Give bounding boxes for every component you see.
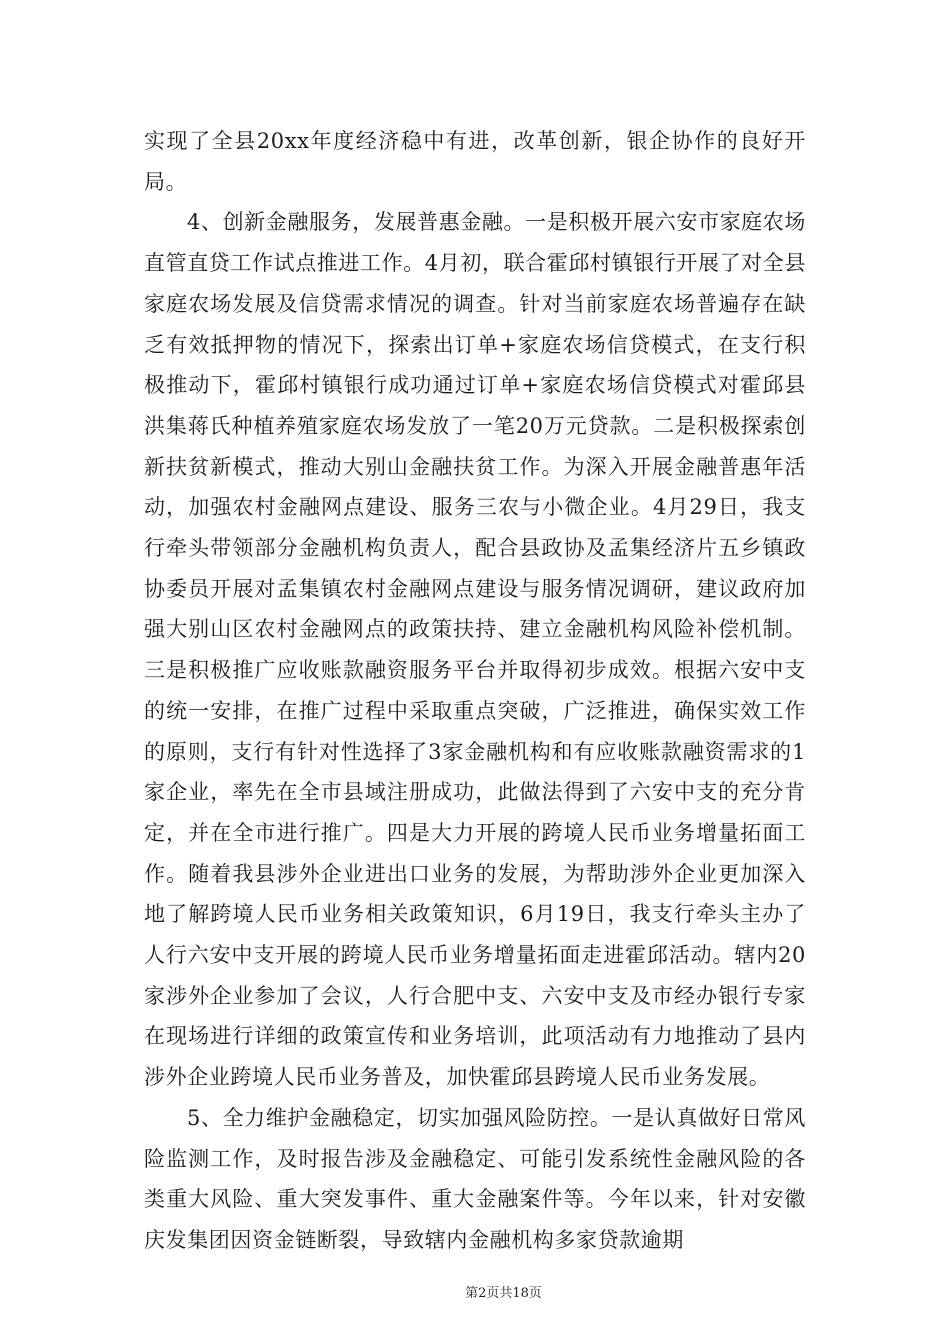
paragraph-continuation: 实现了全县20xx年度经济稳中有进，改革创新，银企协作的良好开局。 — [144, 129, 806, 194]
paragraph-section-4: 4、创新金融服务，发展普惠金融。一是积极开展六安市家庭农场直管直贷工作试点推进工作。4月初，联合霍邱村镇银行开展了对全县家庭农场发展及信贷需求情况的调查。针对当前家庭农场普遍存在缺乏有效抵押物的情况下，探索出订单+家庭农场信贷模式，在支行积极推动下，霍邱村镇银行成功通过订单+家庭农场信贷模式对霍邱县洪集蒋氏种植养殖家庭农场发放了一笔20万元贷款。二是积极探索创新扶贫新模式，推动大别山金融扶贫工作。为深入开展金融普惠年活动，加强农村金融网点建设、服务三农与小微企业。4月29日，我支行牵头带领部分金融机构负责人，配合县政协及孟集经济片五乡镇政协委员开展对孟集镇农村金融网点建设与服务情况调研，建议政府加强大别山区农村金融网点的政策扶持、建立金融机构风险补偿机制。三是积极推广应收账款融资服务平台并取得初步成效。根据六安中支的统一安排，在推广过程中采取重点突破，广泛推进，确保实效工作的原则，支行有针对性选择了3家金融机构和有应收账款融资需求的1家企业，率先在全市县域注册成功，此做法得到了六安中支的充分肯定，并在全市进行推广。四是大力开展的跨境人民币业务增量拓面工作。随着我县涉外企业进出口业务的发展，为帮助涉外企业更加深入地了解跨境人民币业务相关政策知识，6月19日，我支行牵头主办了人行六安中支开展的跨境人民币业务增量拓面走进霍邱活动。辖内20家涉外企业参加了会议，人行合肥中支、六安中支及市经办银行专家在现场进行详细的政策宣传和业务培训，此项活动有力地推动了县内涉外企业跨境人民币业务普及，加快霍邱县跨境人民币业务发展。 — [144, 210, 806, 1090]
page-footer — [0, 1282, 950, 1301]
paragraph-section-5: 5、全力维护金融稳定，切实加强风险防控。一是认真做好日常风险监测工作，及时报告涉及金融稳定、可能引发系统性金融风险的各类重大风险、重大突发事件、重大金融案件等。今年以来，针对安徽庆发集团因资金链断裂，导致辖内金融机构多家贷款逾期 — [144, 1105, 806, 1252]
page-number-label: 第2页共18页 — [465, 1286, 542, 1301]
document-body — [144, 121, 806, 1261]
